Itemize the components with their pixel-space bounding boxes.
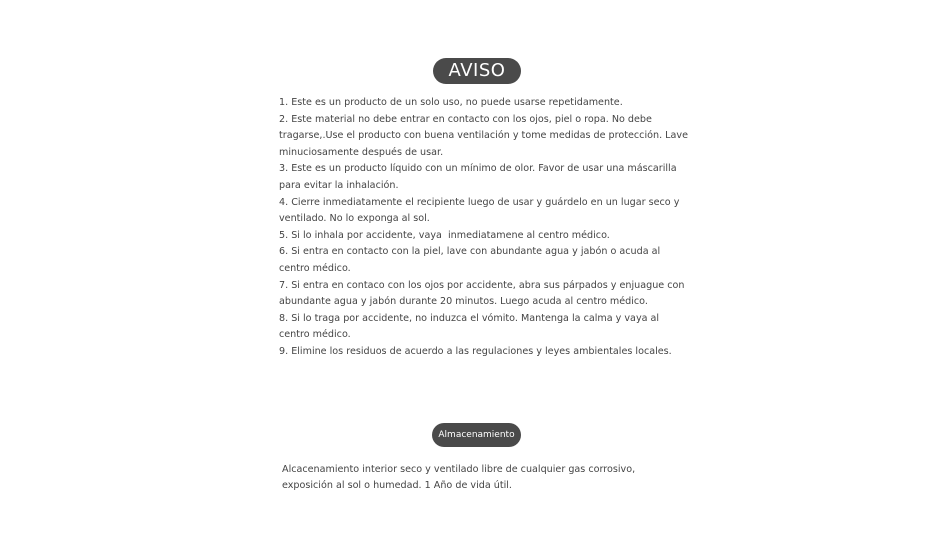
warning-item-3: 3. Este es un producto líquido con un mínimo de olor. Favor de usar una máscarilla para evitar la inhalación. [279,163,680,191]
aviso-heading-badge: AVISO [433,58,521,84]
warning-item-1: 1. Este es un producto de un solo uso, no puede usarse repetidamente. [279,97,623,108]
warning-item-4: 4. Cierre inmediatamente el recipiente luego de usar y guárdelo en un lugar seco y ventilado. No lo exponga al sol. [279,196,683,225]
storage-description: Alcacenamiento interior seco y ventilado libre de cualquier gas corrosivo, exposición al sol o humedad. 1 Año de vida útil. [282,464,636,491]
warning-item-9: 9. Elimine los residuos de acuerdo a las regulaciones y leyes ambientales locales. [279,345,672,357]
storage-heading-badge: Almacenamiento [432,423,521,447]
warning-item-7: 7. Si entra en contaco con los ojos por accidente, abra sus párpados y enjuague con abundante agua y jabón durante 20 minutos. Luego acuda al centro médico. [279,279,688,308]
warning-item-6: 6. Si entra en contacto con la piel, lave con abundante agua y jabón o acuda al centro médico. [279,246,664,274]
warning-item-8: 8. Si lo traga por accidente, no induzca el vómito. Mantenga la calma y vaya al centro médico. [279,312,663,341]
warning-list [279,95,692,361]
warning-item-5: 5. Si lo inhala por accidente, vaya inmediatamene al centro médico. [279,229,610,241]
warning-item-2: 2. Este material no debe entrar en contacto con los ojos, piel o ropa. No debe tragarse,.Use el producto con buena ventilación y tome medidas de protección. Lave minuciosamente después de usar. [279,113,692,158]
